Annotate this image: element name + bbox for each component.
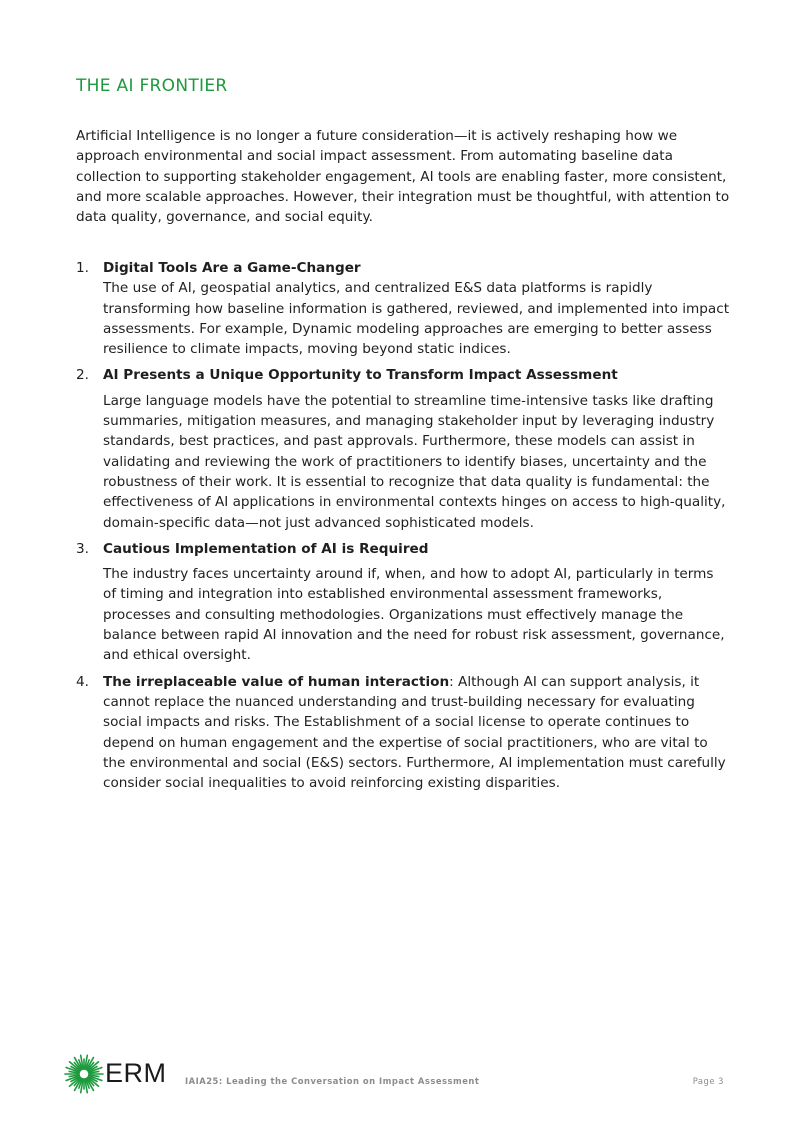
footer-title: IAIA25: Leading the Conversation on Impact Assessment [185,1076,480,1086]
item-heading: Cautious Implementation of AI is Required [103,540,429,557]
item-heading: The irreplaceable value of human interaction [103,673,450,690]
item-number: 3. [76,540,89,557]
intro-paragraph: Artificial Intelligence is no longer a future consideration—it is actively reshaping how we approach environmental and social impact assessment. From automating baseline data collection to supporting stakeholder engagement, AI tools are enabling faster, more consistent, and more scalable approaches. However, their integration must be thoughtful, with attention to data quality, governance, and social equity. [76,128,730,226]
item-body: The use of AI, geospatial analytics, and centralized E&S data platforms is rapidly transforming how baseline information is gathered, reviewed, and implemented into impact assessments. For example, Dynamic modeling approaches are emerging to better assess resilience to climate impacts, moving beyond static indices. [103,280,730,358]
item-body: Large language models have the potential to streamline time-intensive tasks like drafting summaries, mitigation measures, and managing stakeholder input by leveraging industry standards, best practices, and past approvals. Furthermore, these models can assist in validating and reviewing the work of practitioners to identify biases, uncertainty and the robustness of their work. It is essential to recognize that data quality is fundamental: the effectiveness of AI applications in environmental contexts hinges on access to high-quality, domain-specific data—not just advanced sophisticated models. [103,392,726,531]
item-number: 2. [76,367,89,384]
list-item [76,672,730,794]
list-item [76,539,730,666]
erm-logo-icon [64,1054,104,1094]
list-item [76,258,730,359]
item-number: 4. [76,673,89,690]
key-points-list [76,258,730,799]
item-body: The industry faces uncertainty around if, when, and how to adopt AI, particularly in terms of timing and integration into established environmental assessment frameworks, processes and consulting methodologies. Organizations must effectively manage the balance between rapid AI innovation and the need for robust risk assessment, governance, and ethical oversight. [103,566,725,664]
page-footer [64,1054,724,1094]
page-title: THE AI FRONTIER [76,76,228,96]
item-number: 1. [76,260,89,276]
item-body: : Although AI can support analysis, it cannot replace the nuanced understanding and trust-building necessary for evaluating social impacts and risks. The Establishment of a social license to operate continues to depend on human engagement and the expertise of social practitioners, who are vital to the environmental and social (E&S) sectors. Furthermore, AI implementation must carefully consider social inequalities to avoid reinforcing existing disparities. [103,673,726,792]
page-number: Page 3 [692,1076,724,1086]
list-item [76,365,730,532]
item-heading: Digital Tools Are a Game-Changer [103,260,361,276]
item-heading: AI Presents a Unique Opportunity to Transform Impact Assessment [103,367,618,384]
logo-wordmark: ERM [105,1058,167,1088]
